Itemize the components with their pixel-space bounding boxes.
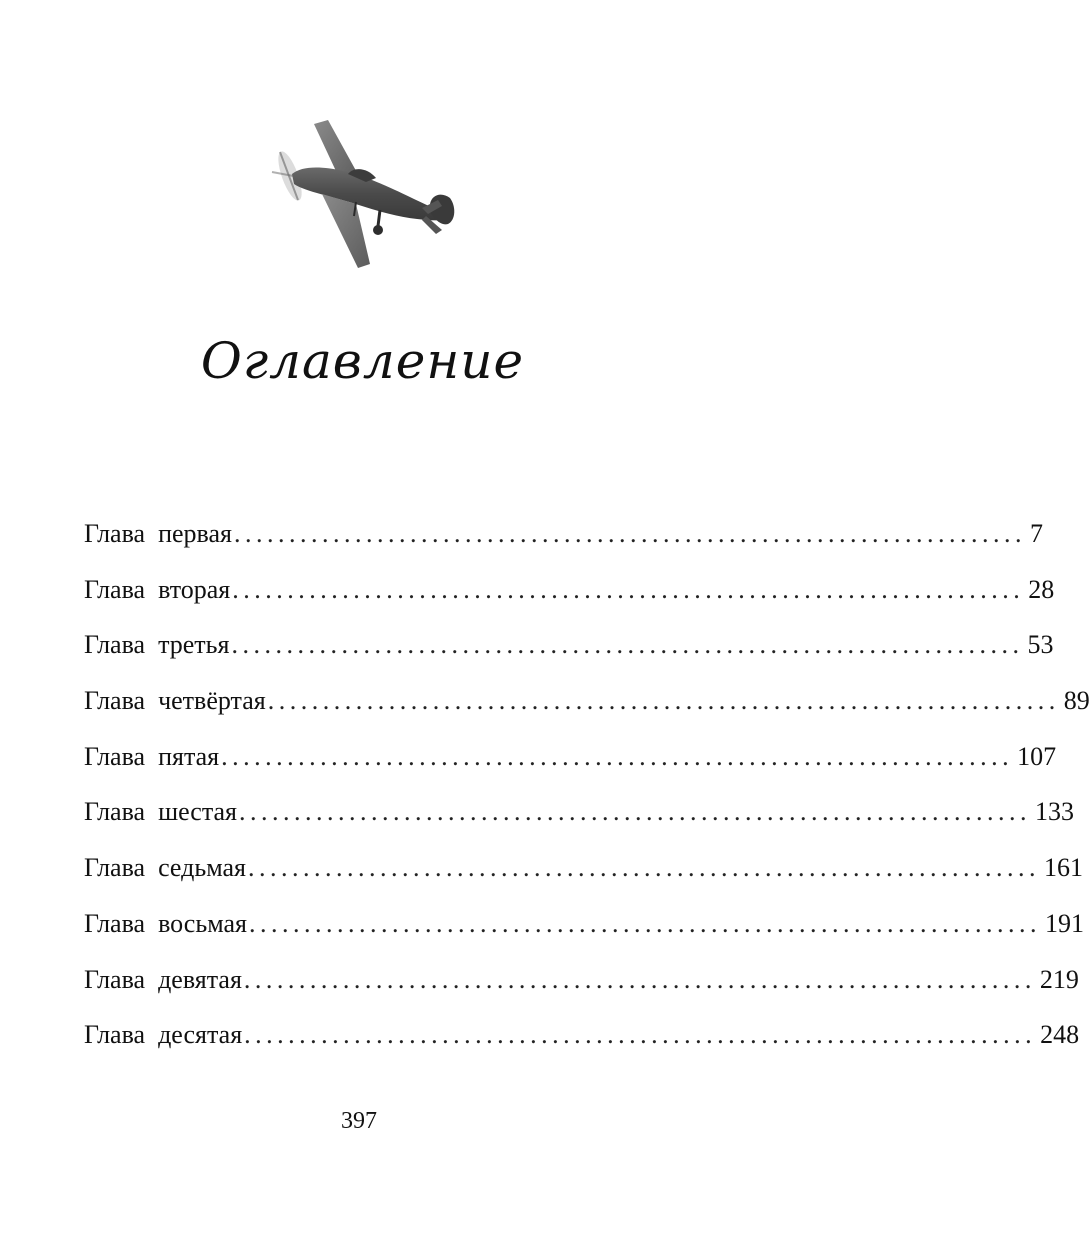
toc-page-number: 28 (1028, 574, 1055, 604)
toc-chapter-title: Глава шестая (84, 797, 237, 827)
toc-entry[interactable] (84, 902, 1084, 958)
toc-page-number: 7 (1029, 519, 1043, 548)
toc-page-number: 89 (1063, 686, 1090, 716)
dot-leader: ........................................................................ (244, 1020, 1037, 1050)
dot-leader: ........................................................................ (239, 797, 1031, 827)
toc-chapter-title: Глава пятая (84, 741, 220, 771)
airplane-illustration (262, 112, 467, 282)
toc-chapter-title: Глава девятая (84, 964, 242, 994)
toc-page-number: 219 (1039, 964, 1079, 994)
toc-chapter-title: Глава восьмая (84, 908, 247, 938)
toc-entry[interactable] (84, 958, 1079, 1014)
toc-page-number: 107 (1017, 741, 1057, 771)
toc-entry[interactable] (84, 512, 1043, 568)
toc-chapter-title: Глава третья (84, 630, 230, 660)
dot-leader: ........................................................................ (267, 686, 1060, 716)
toc-page-number: 248 (1040, 1020, 1080, 1050)
dot-leader: ........................................................................ (243, 964, 1036, 994)
toc-entry[interactable] (84, 568, 1055, 624)
dot-leader: ........................................................................ (221, 741, 1014, 771)
dot-leader: ........................................................................ (231, 630, 1024, 660)
toc-entry[interactable] (84, 679, 1090, 735)
dot-leader: ........................................................................ (233, 519, 1026, 548)
page-title: Оглавление (200, 332, 525, 390)
table-of-contents (84, 512, 1090, 1069)
toc-chapter-title: Глава десятая (84, 1020, 243, 1050)
toc-page-number: 161 (1043, 853, 1083, 883)
toc-chapter-title: Глава седьмая (84, 853, 246, 883)
toc-chapter-title: Глава четвёртая (84, 686, 266, 716)
toc-page-number: 53 (1027, 630, 1054, 660)
dot-leader: ........................................................................ (232, 574, 1025, 604)
toc-page-number: 133 (1035, 797, 1074, 827)
page-number: 397 (341, 1108, 377, 1134)
dot-leader: ........................................................................ (248, 908, 1041, 938)
toc-entry[interactable] (84, 1013, 1080, 1069)
airplane-icon (262, 112, 467, 282)
toc-entry[interactable] (84, 846, 1083, 902)
toc-chapter-title: Глава первая (84, 519, 232, 548)
toc-page-number: 191 (1044, 908, 1084, 938)
dot-leader: ........................................................................ (247, 853, 1040, 883)
toc-entry[interactable] (84, 623, 1054, 679)
toc-entry[interactable] (84, 735, 1057, 791)
toc-entry[interactable] (84, 790, 1074, 846)
toc-chapter-title: Глава вторая (84, 574, 231, 604)
